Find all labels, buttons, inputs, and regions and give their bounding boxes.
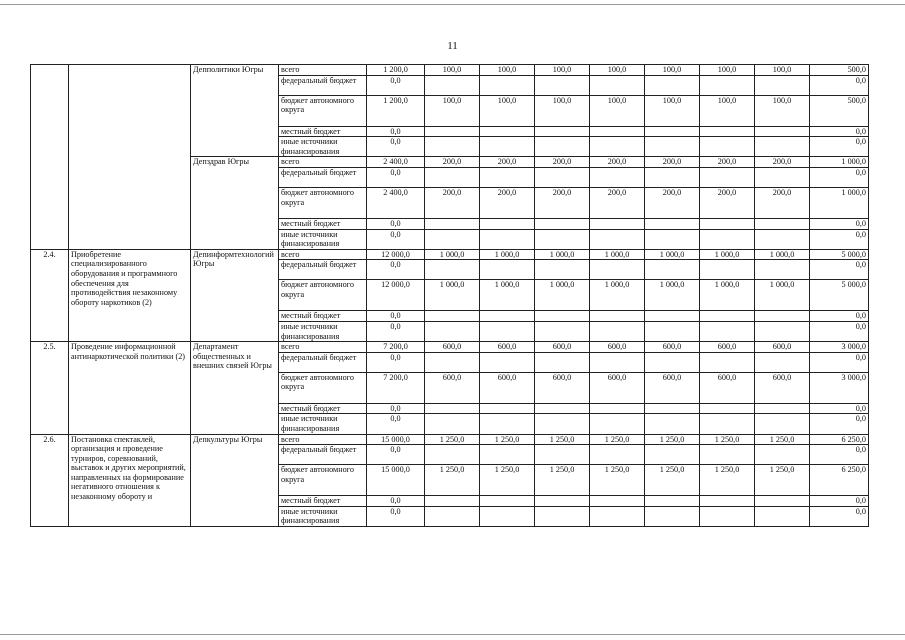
value-cell [535,137,590,157]
value-cell: 1 000,0 [810,157,869,168]
value-cell [755,496,810,507]
value-cell: 500,0 [810,65,869,76]
value-cell: 1 000,0 [700,249,755,260]
value-cell: 600,0 [755,372,810,403]
value-cell [590,496,645,507]
value-cell: 200,0 [535,187,590,218]
value-cell: 600,0 [700,372,755,403]
value-cell: 1 200,0 [367,65,425,76]
value-cell [700,403,755,414]
value-cell [535,352,590,372]
value-cell [480,414,535,434]
value-cell: 1 250,0 [425,434,480,445]
value-cell [645,403,700,414]
value-cell: 200,0 [645,187,700,218]
executor-name: Департамент общественных и внешних связей Югры [191,342,279,434]
value-cell [480,229,535,249]
value-cell: 1 000,0 [480,249,535,260]
value-cell: 6 250,0 [810,434,869,445]
measure-name: Постановка спектаклей, организация и проведение турниров, соревнований, выставок и других мероприятий, направленных на формирование негативного отношения к незаконному обороту и [69,434,191,526]
value-cell: 100,0 [645,65,700,76]
value-cell [755,445,810,465]
value-cell: 0,0 [367,403,425,414]
row-index: 2.4. [31,249,69,341]
value-cell: 0,0 [367,445,425,465]
value-cell [425,311,480,322]
value-cell: 3 000,0 [810,372,869,403]
value-cell [700,260,755,280]
value-cell: 0,0 [810,260,869,280]
value-cell [645,506,700,526]
value-cell [645,321,700,341]
value-cell: 0,0 [367,321,425,341]
value-cell: 1 000,0 [535,280,590,311]
value-cell [645,496,700,507]
value-cell [590,75,645,95]
value-cell: 1 250,0 [480,434,535,445]
value-cell: 2 400,0 [367,187,425,218]
value-cell [480,75,535,95]
value-cell: 1 000,0 [755,249,810,260]
funding-source: иные источники финансирования [279,414,367,434]
value-cell: 200,0 [480,187,535,218]
value-cell: 200,0 [535,157,590,168]
value-cell [480,126,535,137]
value-cell [425,137,480,157]
value-cell [535,260,590,280]
value-cell: 1 250,0 [700,434,755,445]
funding-source: бюджет автономного округа [279,95,367,126]
value-cell: 200,0 [425,187,480,218]
value-cell [700,137,755,157]
value-cell: 1 000,0 [645,280,700,311]
value-cell [425,321,480,341]
value-cell: 0,0 [367,218,425,229]
value-cell: 0,0 [810,403,869,414]
value-cell: 0,0 [367,260,425,280]
value-cell: 0,0 [810,496,869,507]
value-cell: 0,0 [810,321,869,341]
value-cell [590,414,645,434]
value-cell [645,311,700,322]
value-cell: 100,0 [700,65,755,76]
value-cell: 1 000,0 [480,280,535,311]
value-cell: 600,0 [590,342,645,353]
value-cell: 0,0 [810,229,869,249]
value-cell: 0,0 [810,506,869,526]
value-cell: 200,0 [755,157,810,168]
value-cell: 2 400,0 [367,157,425,168]
value-cell [755,403,810,414]
executor-name: Депполитики Югры [191,65,279,157]
value-cell [535,321,590,341]
table-row [31,434,869,445]
value-cell: 200,0 [590,157,645,168]
value-cell: 1 000,0 [425,280,480,311]
value-cell: 0,0 [810,445,869,465]
value-cell: 0,0 [367,137,425,157]
funding-source: федеральный бюджет [279,445,367,465]
value-cell: 0,0 [367,311,425,322]
value-cell: 0,0 [367,167,425,187]
value-cell [700,352,755,372]
table-row [31,249,869,260]
funding-source: иные источники финансирования [279,229,367,249]
value-cell: 1 000,0 [425,249,480,260]
value-cell [480,445,535,465]
value-cell: 1 250,0 [755,434,810,445]
value-cell [755,75,810,95]
value-cell [425,218,480,229]
value-cell [700,445,755,465]
value-cell: 5 000,0 [810,249,869,260]
value-cell [700,321,755,341]
value-cell [700,218,755,229]
measure-name [69,65,191,250]
funding-source: местный бюджет [279,496,367,507]
value-cell [755,137,810,157]
value-cell: 200,0 [590,187,645,218]
value-cell: 5 000,0 [810,280,869,311]
funding-source: всего [279,65,367,76]
executor-name: Депздрав Югры [191,157,279,249]
value-cell: 0,0 [810,75,869,95]
value-cell [755,311,810,322]
value-cell [535,445,590,465]
value-cell [425,445,480,465]
value-cell: 100,0 [535,65,590,76]
value-cell: 200,0 [645,157,700,168]
value-cell [535,403,590,414]
value-cell [645,126,700,137]
value-cell [755,506,810,526]
value-cell: 600,0 [425,342,480,353]
value-cell [480,352,535,372]
value-cell: 100,0 [755,65,810,76]
measure-name: Приобретение специализированного оборудования и программного обеспечения для противодействия незаконному обороту наркотиков (2) [69,249,191,341]
value-cell: 600,0 [480,342,535,353]
value-cell: 0,0 [367,414,425,434]
value-cell: 0,0 [367,126,425,137]
value-cell [590,137,645,157]
row-index: 2.5. [31,342,69,434]
funding-source: местный бюджет [279,311,367,322]
value-cell: 12 000,0 [367,280,425,311]
value-cell: 1 250,0 [755,465,810,496]
value-cell [425,414,480,434]
value-cell: 100,0 [480,95,535,126]
value-cell: 0,0 [810,167,869,187]
value-cell [700,506,755,526]
value-cell [480,137,535,157]
value-cell [535,167,590,187]
row-index [31,65,69,250]
value-cell: 600,0 [645,372,700,403]
value-cell [645,75,700,95]
scan-bottom-line [0,634,905,635]
value-cell [700,75,755,95]
value-cell: 1 000,0 [810,187,869,218]
value-cell: 15 000,0 [367,434,425,445]
funding-source: всего [279,157,367,168]
value-cell [700,229,755,249]
value-cell: 0,0 [810,414,869,434]
funding-source: всего [279,342,367,353]
value-cell [590,229,645,249]
funding-source: местный бюджет [279,218,367,229]
value-cell [590,167,645,187]
value-cell [590,126,645,137]
value-cell [755,167,810,187]
value-cell: 7 200,0 [367,372,425,403]
funding-source: всего [279,434,367,445]
value-cell [590,218,645,229]
value-cell [700,126,755,137]
value-cell [425,229,480,249]
value-cell: 600,0 [700,342,755,353]
value-cell [645,260,700,280]
value-cell [425,260,480,280]
funding-source: местный бюджет [279,403,367,414]
value-cell: 100,0 [645,95,700,126]
funding-source: бюджет автономного округа [279,280,367,311]
value-cell [755,229,810,249]
value-cell [535,218,590,229]
value-cell [590,260,645,280]
value-cell: 600,0 [480,372,535,403]
value-cell: 3 000,0 [810,342,869,353]
value-cell [755,352,810,372]
value-cell [700,414,755,434]
value-cell [480,167,535,187]
funding-source: иные источники финансирования [279,137,367,157]
value-cell [590,311,645,322]
table-row [31,342,869,353]
value-cell: 6 250,0 [810,465,869,496]
value-cell [590,403,645,414]
value-cell: 0,0 [367,496,425,507]
value-cell [590,321,645,341]
value-cell: 500,0 [810,95,869,126]
funding-source: федеральный бюджет [279,75,367,95]
value-cell [425,496,480,507]
value-cell: 1 250,0 [480,465,535,496]
funding-source: иные источники финансирования [279,506,367,526]
value-cell: 100,0 [425,65,480,76]
value-cell [480,506,535,526]
value-cell: 600,0 [425,372,480,403]
executor-name: Депкультуры Югры [191,434,279,526]
value-cell [535,126,590,137]
value-cell: 0,0 [810,352,869,372]
value-cell: 1 250,0 [645,465,700,496]
value-cell: 1 250,0 [590,434,645,445]
value-cell: 1 000,0 [645,249,700,260]
value-cell: 1 250,0 [700,465,755,496]
value-cell: 200,0 [700,187,755,218]
value-cell [480,496,535,507]
value-cell: 0,0 [367,229,425,249]
row-index: 2.6. [31,434,69,526]
value-cell: 0,0 [810,126,869,137]
value-cell [425,403,480,414]
value-cell [425,126,480,137]
value-cell [755,260,810,280]
funding-source: бюджет автономного округа [279,465,367,496]
budget-table [30,64,869,527]
value-cell: 1 000,0 [700,280,755,311]
value-cell: 0,0 [367,352,425,372]
value-cell [700,496,755,507]
value-cell [480,403,535,414]
value-cell: 600,0 [645,342,700,353]
value-cell [535,414,590,434]
value-cell [425,167,480,187]
value-cell [590,506,645,526]
value-cell: 15 000,0 [367,465,425,496]
value-cell: 100,0 [755,95,810,126]
value-cell: 600,0 [755,342,810,353]
value-cell: 0,0 [367,75,425,95]
funding-source: федеральный бюджет [279,352,367,372]
value-cell: 600,0 [535,342,590,353]
funding-source: иные источники финансирования [279,321,367,341]
value-cell [425,352,480,372]
value-cell [755,218,810,229]
value-cell: 1 250,0 [425,465,480,496]
value-cell: 0,0 [810,218,869,229]
measure-name: Проведение информационной антинаркотической политики (2) [69,342,191,434]
table-body [31,65,869,527]
value-cell: 600,0 [535,372,590,403]
value-cell [535,311,590,322]
funding-source: всего [279,249,367,260]
value-cell: 100,0 [700,95,755,126]
value-cell [480,218,535,229]
value-cell [645,229,700,249]
value-cell: 0,0 [367,506,425,526]
table-row [31,65,869,76]
value-cell [480,311,535,322]
executor-name: Депинформтехнологий Югры [191,249,279,341]
value-cell [645,218,700,229]
value-cell [480,321,535,341]
value-cell: 0,0 [810,137,869,157]
value-cell: 1 250,0 [535,434,590,445]
value-cell [755,321,810,341]
value-cell: 200,0 [480,157,535,168]
value-cell [535,506,590,526]
value-cell: 100,0 [590,65,645,76]
value-cell [480,260,535,280]
funding-source: бюджет автономного округа [279,187,367,218]
value-cell: 600,0 [590,372,645,403]
value-cell [535,75,590,95]
value-cell [535,229,590,249]
value-cell [700,311,755,322]
value-cell: 200,0 [755,187,810,218]
scan-top-line [0,4,905,5]
value-cell: 12 000,0 [367,249,425,260]
value-cell: 7 200,0 [367,342,425,353]
value-cell [645,414,700,434]
value-cell [425,75,480,95]
value-cell [645,137,700,157]
value-cell [535,496,590,507]
value-cell: 1 200,0 [367,95,425,126]
funding-source: местный бюджет [279,126,367,137]
value-cell: 1 250,0 [590,465,645,496]
funding-source: бюджет автономного округа [279,372,367,403]
value-cell: 0,0 [810,311,869,322]
value-cell: 100,0 [535,95,590,126]
value-cell [755,126,810,137]
value-cell: 100,0 [480,65,535,76]
value-cell: 1 000,0 [535,249,590,260]
value-cell: 200,0 [700,157,755,168]
value-cell [700,167,755,187]
funding-source: федеральный бюджет [279,167,367,187]
value-cell [645,352,700,372]
value-cell: 1 000,0 [755,280,810,311]
funding-source: федеральный бюджет [279,260,367,280]
value-cell [425,506,480,526]
value-cell [755,414,810,434]
value-cell [645,167,700,187]
value-cell: 1 000,0 [590,249,645,260]
value-cell: 1 000,0 [590,280,645,311]
value-cell [590,352,645,372]
value-cell [645,445,700,465]
value-cell: 1 250,0 [645,434,700,445]
value-cell: 100,0 [590,95,645,126]
page-number: 11 [447,40,458,52]
value-cell: 1 250,0 [535,465,590,496]
value-cell: 200,0 [425,157,480,168]
value-cell: 100,0 [425,95,480,126]
value-cell [590,445,645,465]
